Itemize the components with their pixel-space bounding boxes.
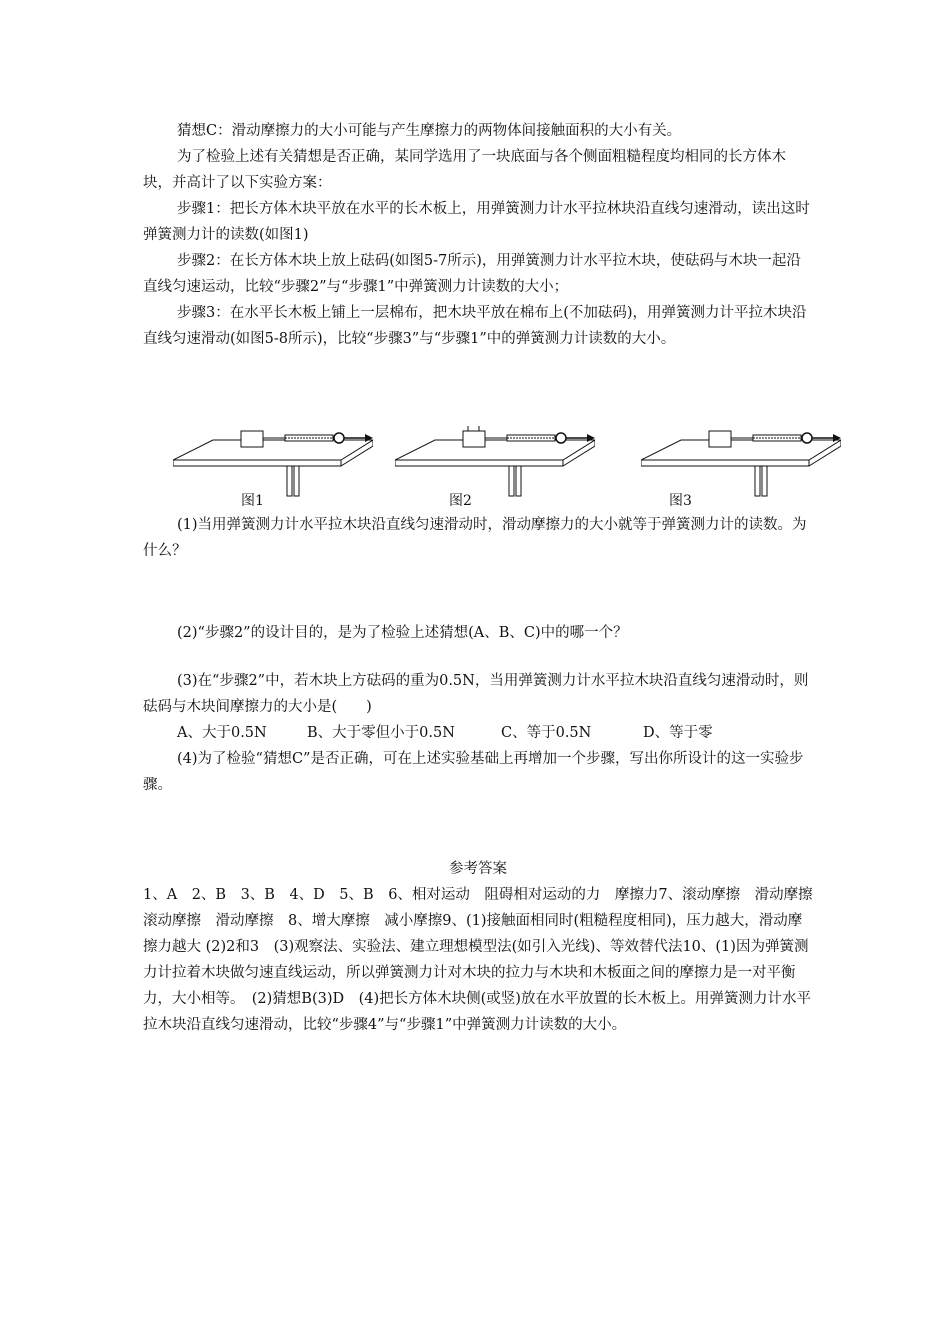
figure-3	[641, 426, 841, 512]
answers-title: 参考答案	[449, 861, 507, 877]
experiment-1-diagram	[173, 426, 373, 512]
option-c: C、等于0.5N	[501, 725, 592, 741]
figure-1	[173, 426, 373, 512]
option-a: A、大于0.5N	[177, 725, 267, 741]
figure-row	[143, 426, 813, 512]
option-d: D、等于零	[643, 725, 713, 741]
step2-paragraph: 步骤2：在长方体木块上放上砝码(如图5-7所示)，用弹簧测力计水平拉木块，使砝码与木块一起沿直线匀速运动，比较“步骤2”与“步骤1”中弹簧测力计读数的大小；	[143, 253, 801, 295]
step3-paragraph: 步骤3：在水平长木板上铺上一层棉布，把木块平放在棉布上(不加砝码)，用弹簧测力计平拉木块沿直线匀速滑动(如图5-8所示)，比较“步骤3”与“步骤1”中的弹簧测力计读数的大小。	[143, 305, 807, 347]
question-4: (4)为了检验“猜想C”是否正确，可在上述实验基础上再增加一个步骤，写出你所设计的这一实验步骤。	[143, 751, 804, 793]
question-1: (1)当用弹簧测力计水平拉木块沿直线匀速滑动时，滑动摩擦力的大小就等于弹簧测力计的读数。为什么？	[143, 517, 807, 559]
figure-2-label: 图2	[449, 493, 472, 509]
figure-1-label: 图1	[241, 493, 264, 509]
question-3: (3)在“步骤2”中，若木块上方砝码的重为0.5N，当用弹簧测力计水平拉木块沿直线匀速滑动时，则砝码与木块间摩擦力的大小是( )	[143, 673, 809, 715]
step1-paragraph: 步骤1：把长方体木块平放在水平的长木板上，用弹簧测力计水平拉林块沿直线匀速滑动，读出这时弹簧测力计的读数(如图1)	[143, 201, 810, 243]
document-page	[143, 118, 828, 1038]
answers-body: 1、A 2、B 3、B 4、D 5、B 6、相对运动 阻碍相对运动的力 摩擦力7、滚动摩擦 滑动摩擦 滚动摩擦 滑动摩擦 8、增大摩擦 减小摩擦9、(1)接触面相同时(粗糙程度相同)，压力越大，滑动摩擦力越大 (2)2和3 (3)观察法、实验法、建立理想模型法(如引入光线)、等效替代法10、(1)因为弹簧测力计拉着木块做匀速直线运动，所以弹簧测力计对木块的拉力与木块和木板面之间的摩擦力是一对平衡力，大小相等。 (2)猜想B(3)D (4)把长方体木块侧(或竖)放在水平放置的长木板上。用弹簧测力计水平拉木块沿直线匀速滑动，比较“步骤4”与“步骤1”中弹簧测力计读数的大小。	[143, 887, 828, 1033]
weight-icon	[468, 426, 479, 431]
option-b: B、大于零但小于0.5N	[307, 725, 455, 741]
experiment-2-diagram	[395, 426, 595, 512]
question-2: (2)“步骤2”的设计目的，是为了检验上述猜想(A、B、C)中的哪一个？	[177, 625, 628, 641]
figure-2	[395, 426, 595, 512]
intro-paragraph: 为了检验上述有关猜想是否正确，某同学选用了一块底面与各个侧面粗糙程度均相同的长方体木块，并高计了以下实验方案：	[143, 149, 786, 191]
guess-c-paragraph: 猜想C：滑动摩擦力的大小可能与产生摩擦力的两物体间接触面积的大小有关。	[177, 123, 682, 139]
figure-3-label: 图3	[669, 493, 692, 509]
question-3-options	[143, 720, 813, 746]
